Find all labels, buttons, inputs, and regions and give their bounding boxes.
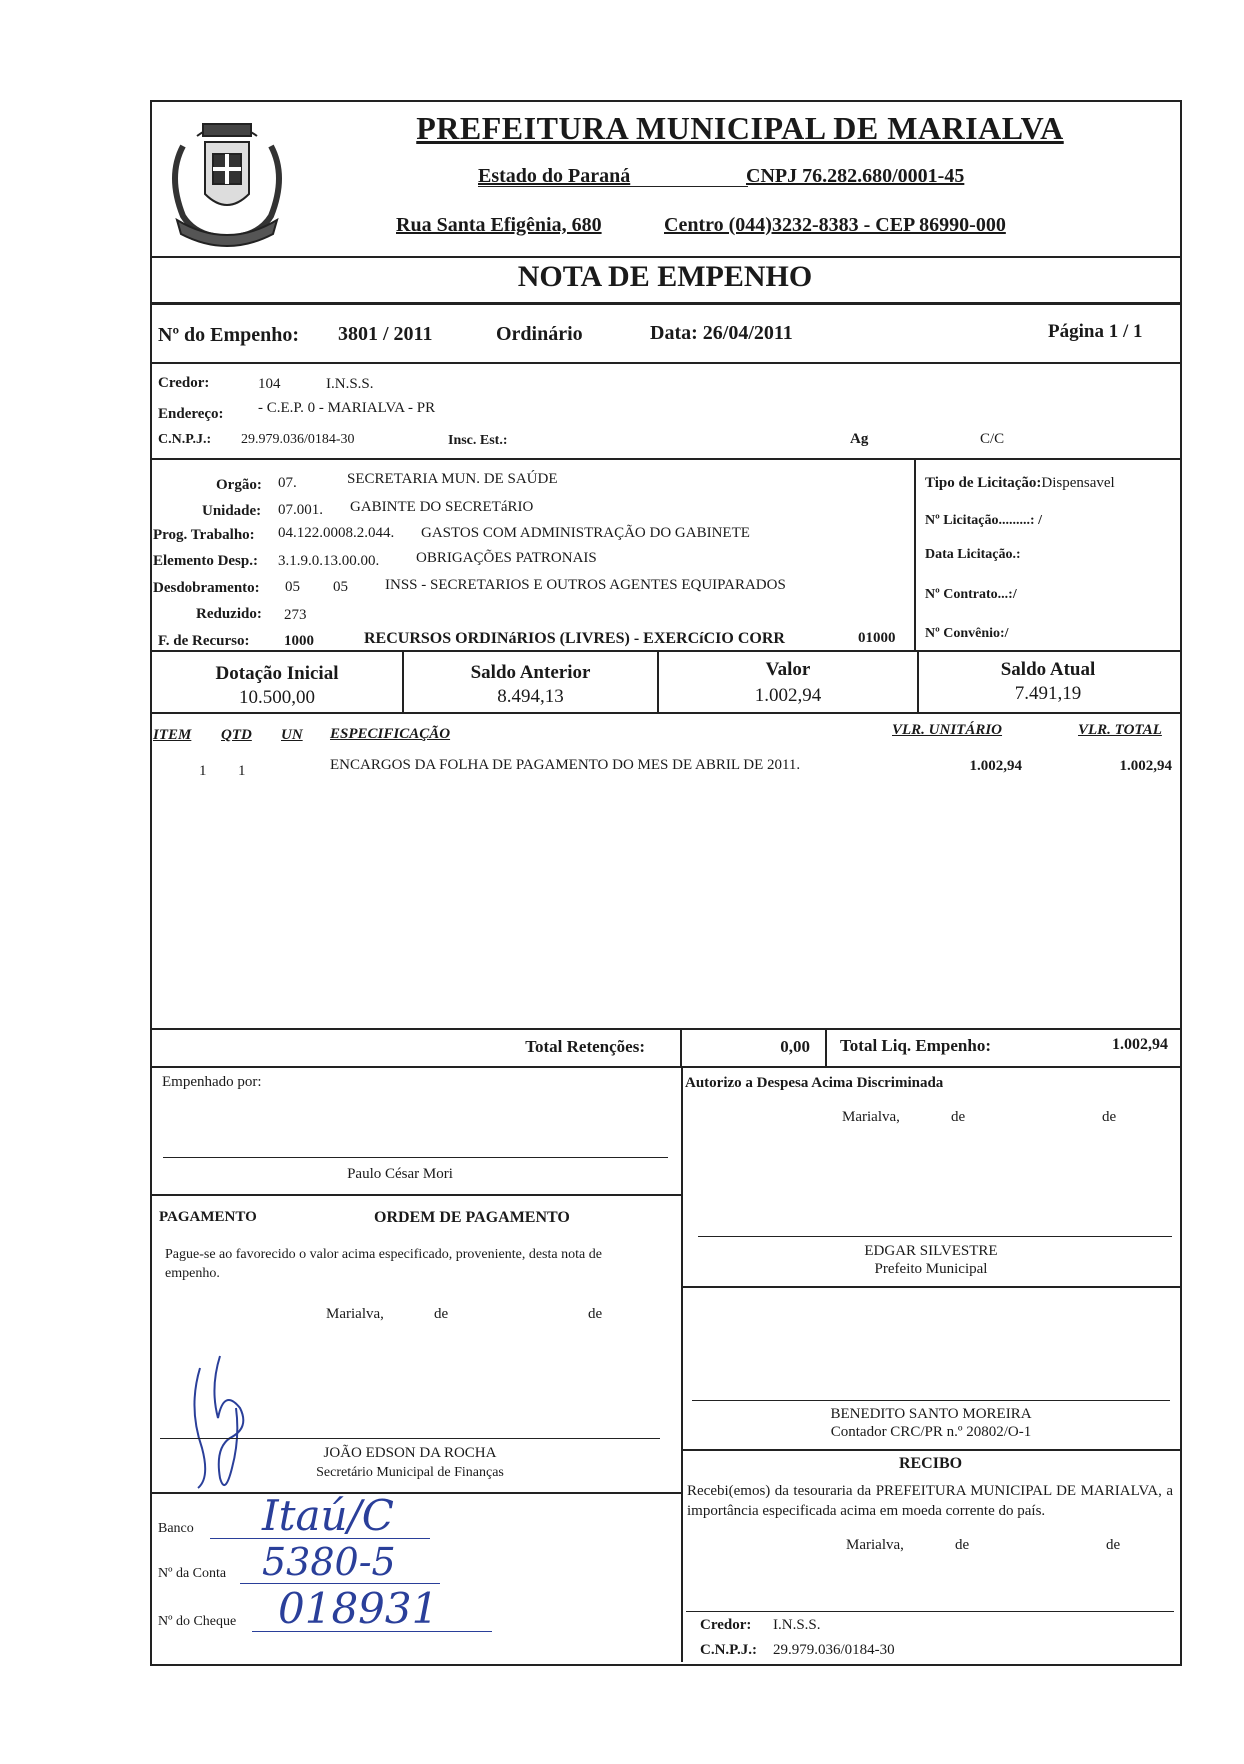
prog-code: 04.122.0008.2.044. bbox=[278, 525, 395, 541]
licitacao-numero: Nº Licitação.........: / bbox=[925, 513, 1042, 528]
cheque-value: 018931 bbox=[278, 1584, 439, 1633]
elem-code: 3.1.9.0.13.00.00. bbox=[278, 553, 380, 569]
col-qtd: QTD bbox=[221, 727, 252, 743]
col-total: VLR. TOTAL bbox=[1078, 722, 1162, 738]
recurso-label: F. de Recurso: bbox=[158, 633, 250, 649]
pagamento-signer: JOÃO EDSON DA ROCHA bbox=[323, 1445, 497, 1461]
dotacao-label: Dotação Inicial bbox=[215, 663, 339, 684]
empenhado-name: Paulo César Mori bbox=[347, 1166, 453, 1182]
cheque-label: Nº do Cheque bbox=[158, 1614, 237, 1629]
credor-insc-label: Insc. Est.: bbox=[448, 433, 508, 448]
autorizo-city: Marialva, bbox=[842, 1109, 900, 1125]
coat-of-arms-seal bbox=[153, 106, 301, 256]
licitacao-data: Data Licitação.: bbox=[925, 547, 1021, 562]
retencoes-label: Total Retenções: bbox=[525, 1037, 645, 1056]
recibo-cnpj-label: C.N.P.J.: bbox=[700, 1642, 757, 1658]
desd-label: Desdobramento: bbox=[153, 580, 260, 596]
atual-label: Saldo Atual bbox=[1000, 659, 1096, 680]
recibo-title: RECIBO bbox=[898, 1455, 963, 1472]
credor-address: - C.E.P. 0 - MARIALVA - PR bbox=[258, 400, 436, 416]
credor-name: I.N.S.S. bbox=[326, 376, 374, 392]
conta-value: 5380-5 bbox=[262, 1540, 396, 1584]
item-unit: 1.002,94 bbox=[969, 758, 1022, 774]
anterior-label: Saldo Anterior bbox=[470, 662, 591, 683]
dotacao-value: 10.500,00 bbox=[239, 687, 315, 708]
autorizo-name: EDGAR SILVESTRE bbox=[864, 1243, 998, 1259]
col-unit: VLR. UNITÁRIO bbox=[892, 722, 1003, 738]
credor-cnpj-label: C.N.P.J.: bbox=[158, 432, 212, 447]
pagamento-de1: de bbox=[434, 1306, 449, 1322]
empenho-label: Nº do Empenho: bbox=[158, 324, 300, 346]
empenho-number: 3801 / 2011 bbox=[338, 323, 433, 345]
licitacao-tipo-label: Tipo de Licitação: bbox=[925, 475, 1042, 491]
header-cnpj: CNPJ 76.282.680/0001-45 bbox=[746, 165, 965, 187]
empenho-date: Data: 26/04/2011 bbox=[650, 322, 793, 344]
banco-label: Banco bbox=[158, 1521, 194, 1536]
recibo-de1: de bbox=[955, 1537, 970, 1553]
credor-label: Credor: bbox=[158, 375, 210, 391]
recibo-city: Marialva, bbox=[846, 1537, 904, 1553]
recurso-name: RECURSOS ORDINáRIOS (LIVRES) - EXERCíCIO CORR bbox=[364, 630, 785, 647]
pagamento-label: PAGAMENTO bbox=[159, 1209, 257, 1225]
autorizo-role: Prefeito Municipal bbox=[874, 1261, 988, 1277]
prog-label: Prog. Trabalho: bbox=[153, 527, 255, 543]
contador-signature-line bbox=[692, 1400, 1170, 1401]
item-qtd: 1 bbox=[238, 763, 246, 779]
recurso-code: 1000 bbox=[284, 633, 314, 649]
autorizo-de2: de bbox=[1102, 1109, 1117, 1125]
credor-code: 104 bbox=[258, 376, 281, 392]
banco-value: Itaú/C bbox=[262, 1491, 394, 1540]
recibo-cnpj: 29.979.036/0184-30 bbox=[773, 1642, 895, 1658]
col-item: ITEM bbox=[153, 727, 192, 743]
reduzido-label: Reduzido: bbox=[196, 606, 262, 622]
credor-ag-label: Ag bbox=[850, 431, 869, 447]
recibo-text: Recebi(emos) da tesouraria da PREFEITURA MUNICIPAL DE MARIALVA, a importância especificada acima em moeda corrente do país. bbox=[687, 1483, 1173, 1519]
desd-code2: 05 bbox=[333, 579, 348, 595]
col-un: UN bbox=[281, 727, 303, 743]
desd-code1: 05 bbox=[285, 579, 300, 595]
valor-value: 1.002,94 bbox=[754, 685, 822, 706]
header-state-underline bbox=[478, 186, 748, 187]
orgao-name: SECRETARIA MUN. DE SAÚDE bbox=[347, 471, 558, 487]
orgao-label: Orgão: bbox=[216, 477, 262, 493]
licitacao-convenio: Nº Convênio:/ bbox=[925, 626, 1009, 641]
autorizo-de1: de bbox=[951, 1109, 966, 1125]
elem-label: Elemento Desp.: bbox=[153, 553, 258, 569]
ordem-label: ORDEM DE PAGAMENTO bbox=[374, 1209, 570, 1226]
desd-name: INSS - SECRETARIOS E OUTROS AGENTES EQUIPARADOS bbox=[385, 577, 786, 593]
recibo-signature-line bbox=[686, 1611, 1174, 1612]
header-state: Estado do Paraná bbox=[478, 165, 631, 187]
unidade-label: Unidade: bbox=[202, 503, 262, 519]
unidade-name: GABINTE DO SECRETáRIO bbox=[350, 499, 534, 515]
recurso-num: 01000 bbox=[858, 630, 896, 646]
autorizo-title: Autorizo a Despesa Acima Discriminada bbox=[685, 1075, 944, 1091]
prog-name: GASTOS COM ADMINISTRAÇÃO DO GABINETE bbox=[421, 525, 750, 541]
liq-label: Total Liq. Empenho: bbox=[840, 1036, 991, 1055]
header-title: PREFEITURA MUNICIPAL DE MARIALVA bbox=[416, 110, 1064, 146]
pagamento-signer-role: Secretário Municipal de Finanças bbox=[316, 1465, 504, 1480]
conta-label: Nº da Conta bbox=[158, 1566, 227, 1581]
header-street: Rua Santa Efigênia, 680 bbox=[396, 214, 602, 236]
item-spec: ENCARGOS DA FOLHA DE PAGAMENTO DO MES DE ABRIL DE 2011. bbox=[330, 757, 801, 773]
licitacao-tipo-value: Dispensavel bbox=[1041, 475, 1115, 491]
empenhado-label: Empenhado por: bbox=[162, 1074, 262, 1090]
unidade-code: 07.001. bbox=[278, 502, 323, 518]
pagamento-text: Pague-se ao favorecido o valor acima especificado, proveniente, desta nota de empenho. bbox=[165, 1247, 602, 1281]
contador-name: BENEDITO SANTO MOREIRA bbox=[830, 1406, 1032, 1422]
recibo-credor: I.N.S.S. bbox=[773, 1617, 821, 1633]
document-title: NOTA DE EMPENHO bbox=[517, 260, 813, 293]
header-address: Centro (044)3232-8383 - CEP 86990-000 bbox=[664, 214, 1006, 236]
orgao-code: 07. bbox=[278, 475, 297, 491]
credor-address-label: Endereço: bbox=[158, 406, 224, 422]
anterior-value: 8.494,13 bbox=[497, 686, 564, 707]
autorizo-signature-line bbox=[698, 1236, 1172, 1237]
licitacao-contrato: Nº Contrato...:/ bbox=[925, 587, 1017, 602]
pagamento-city: Marialva, bbox=[326, 1306, 384, 1322]
empenho-type: Ordinário bbox=[496, 323, 583, 345]
liq-value: 1.002,94 bbox=[1112, 1036, 1168, 1053]
credor-cc-label: C/C bbox=[980, 431, 1005, 447]
licitacao-tipo bbox=[925, 475, 1115, 492]
elem-name: OBRIGAÇÕES PATRONAIS bbox=[416, 550, 597, 566]
atual-value: 7.491,19 bbox=[1014, 683, 1082, 704]
credor-cnpj: 29.979.036/0184-30 bbox=[241, 432, 355, 447]
empenhado-signature-line bbox=[163, 1157, 668, 1158]
recibo-credor-label: Credor: bbox=[700, 1617, 752, 1633]
item-number: 1 bbox=[199, 763, 207, 779]
col-spec: ESPECIFICAÇÃO bbox=[330, 726, 451, 742]
valor-label: Valor bbox=[765, 659, 811, 680]
reduzido-value: 273 bbox=[284, 607, 307, 623]
item-total: 1.002,94 bbox=[1119, 758, 1172, 774]
pagamento-signature-line bbox=[160, 1438, 660, 1439]
contador-role: Contador CRC/PR n.º 20802/O-1 bbox=[830, 1424, 1032, 1440]
pagamento-de2: de bbox=[588, 1306, 603, 1322]
empenho-page: Página 1 / 1 bbox=[1048, 321, 1143, 342]
retencoes-value: 0,00 bbox=[780, 1037, 810, 1056]
recibo-de2: de bbox=[1106, 1537, 1121, 1553]
